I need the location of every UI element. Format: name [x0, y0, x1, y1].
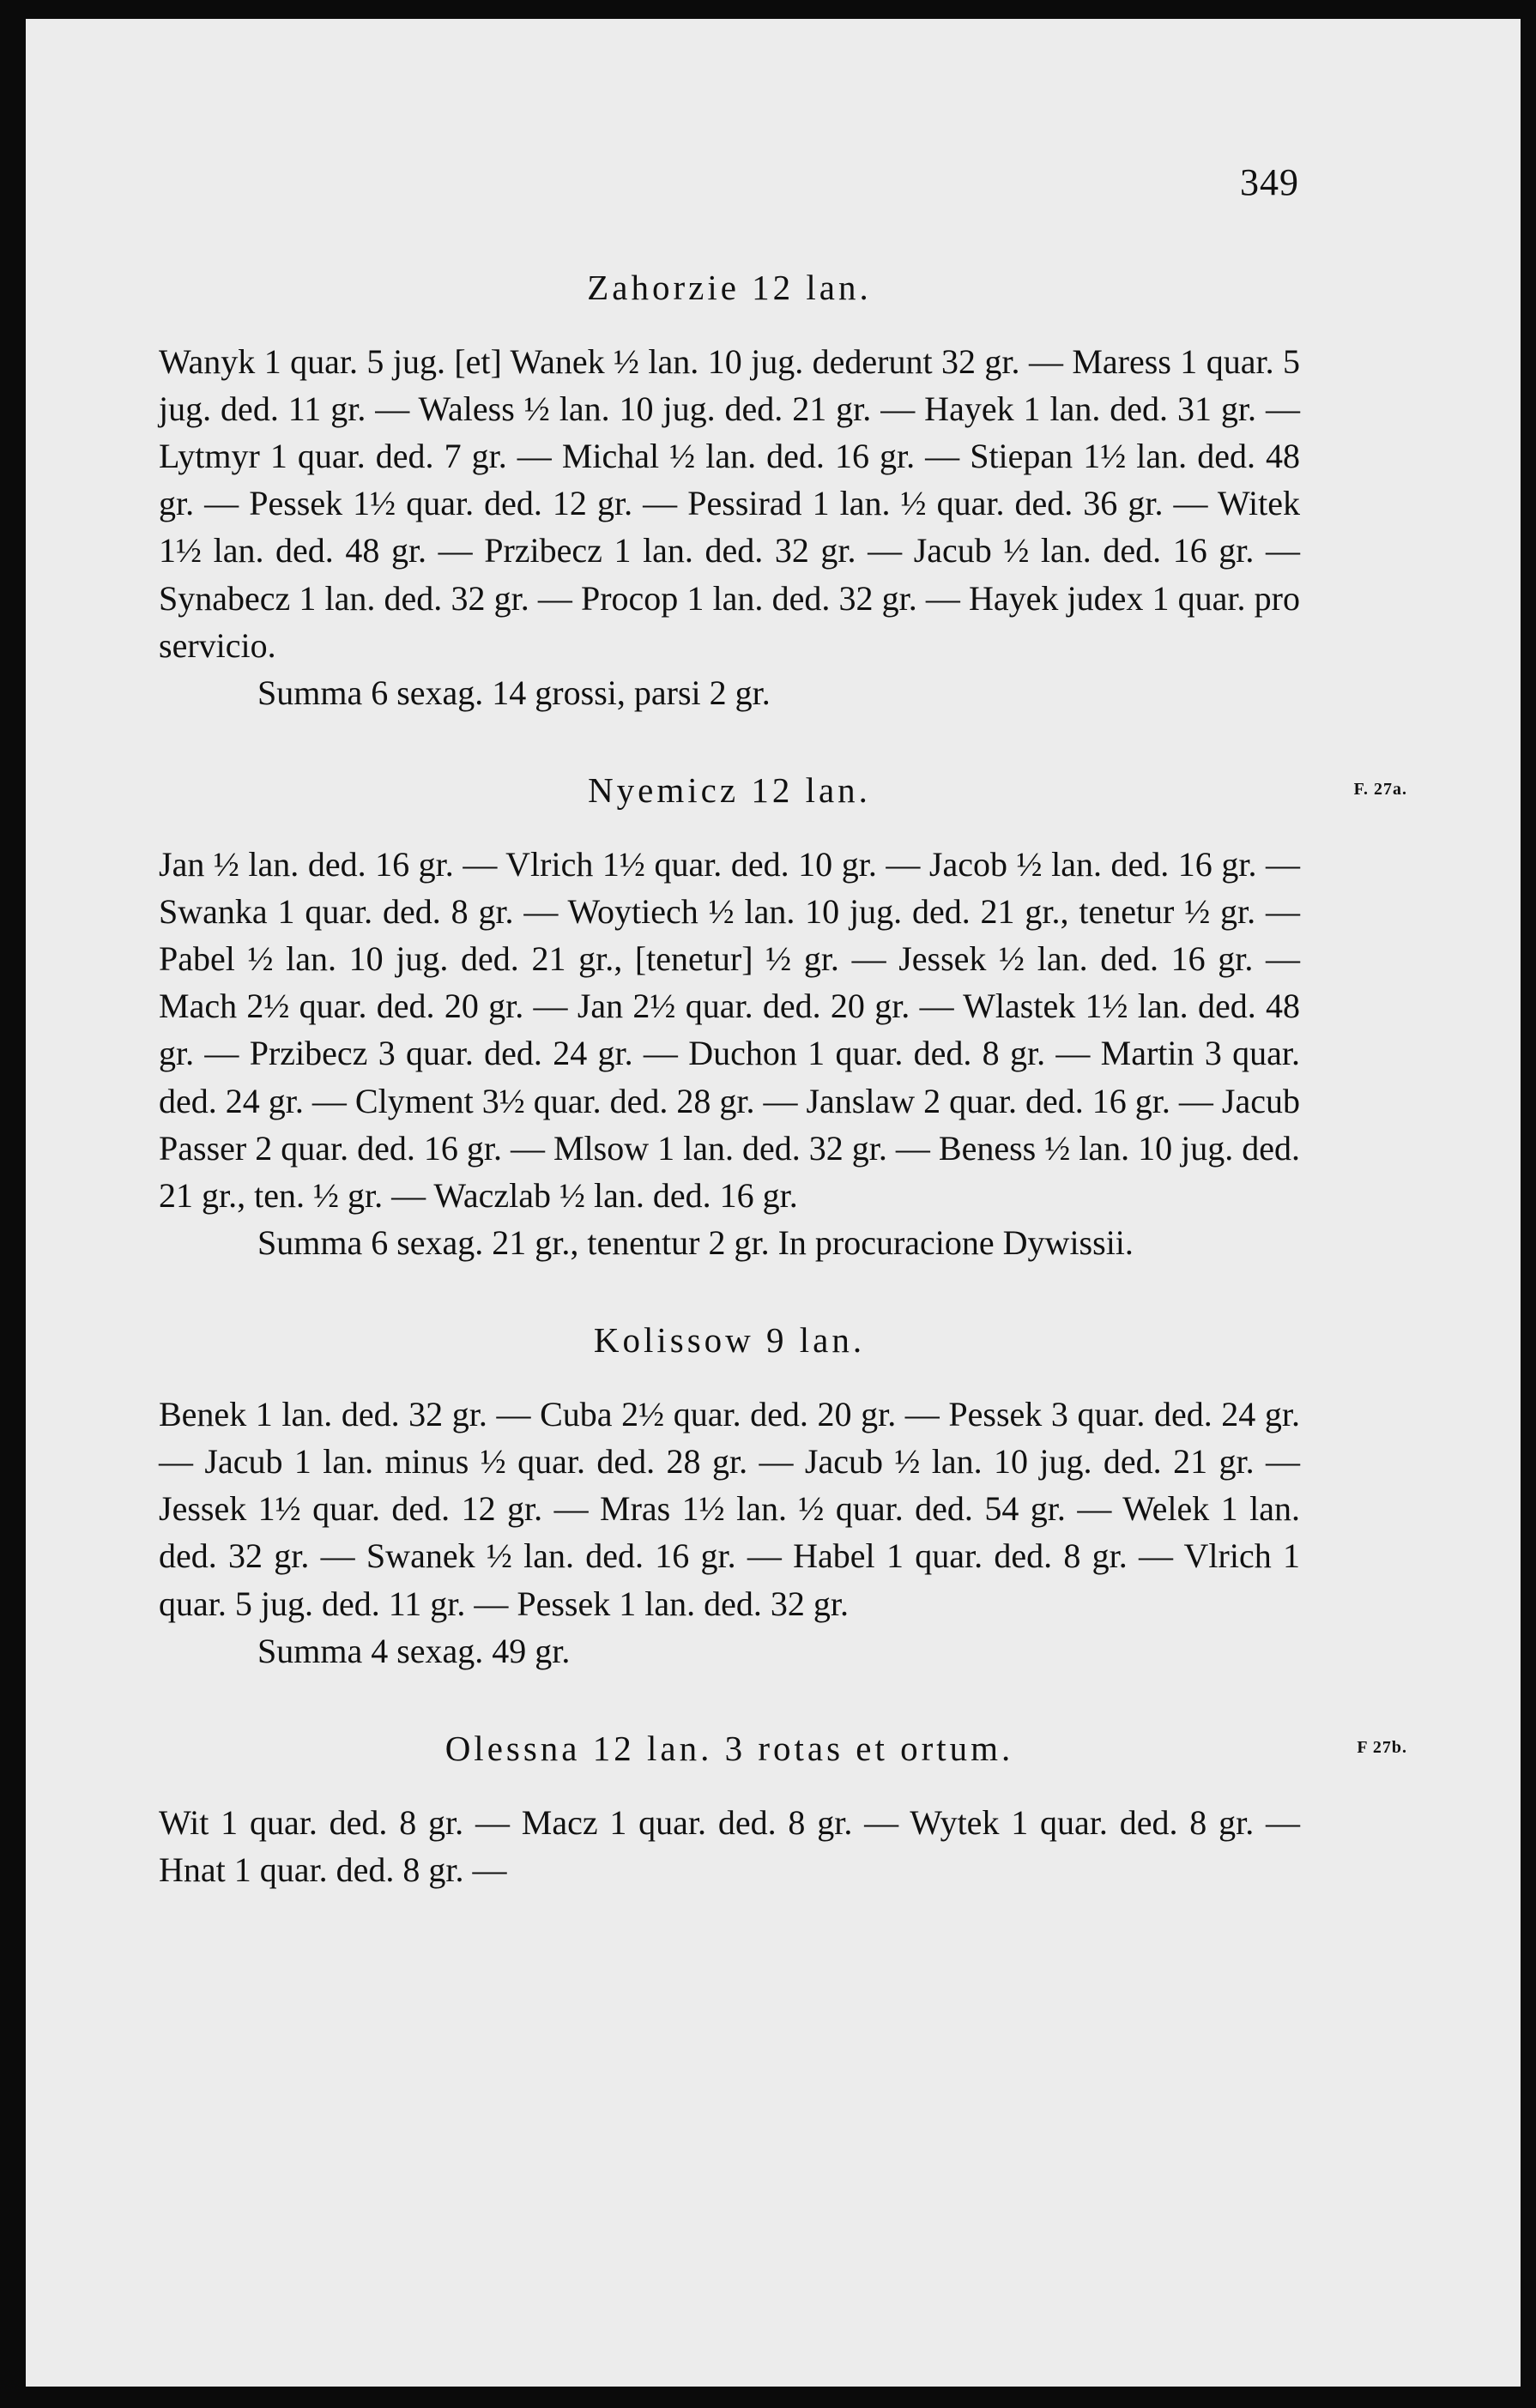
section-body: Benek 1 lan. ded. 32 gr. — Cuba 2½ quar. ded. 20 gr. — Pessek 3 quar. ded. 24 gr. — Jacub 1 lan. minus ½ quar. ded. 28 gr. — Jacub ½ lan. 10 jug. ded. 21 gr. — Jessek 1½ quar. ded. 12 gr. — Mras 1½ lan. ½ quar. ded. 54 gr. — Welek 1 lan. ded. 32 gr. — Swanek ½ lan. ded. 16 gr. — Habel 1 quar. ded. 8 gr. — Vlrich 1 quar. 5 jug. ded. 11 gr. — Pessek 1 lan. ded. 32 gr. [159, 1394, 1300, 1623]
page-number: 349 [1240, 161, 1299, 203]
section-summa: Summa 6 sexag. 14 grossi, parsi 2 gr. [257, 673, 771, 712]
book-page [26, 19, 1521, 2387]
section-heading: Nyemicz 12 lan. [588, 770, 871, 811]
section-kolissow [159, 1316, 1300, 1675]
folio-marker: F 27b. [1357, 1738, 1407, 1758]
section-body: Wanyk 1 quar. 5 jug. [et] Wanek ½ lan. 10 jug. dederunt 32 gr. — Maress 1 quar. 5 jug. ded. 11 gr. — Waless ½ lan. 10 jug. ded. 21 gr. — Hayek 1 lan. ded. 31 gr. — Lytmyr 1 quar. ded. 7 gr. — Michal ½ lan. ded. 16 gr. — Stiepan 1½ lan. ded. 48 gr. — Pessek 1½ quar. ded. 12 gr. — Pessirad 1 lan. ½ quar. ded. 36 gr. — Witek 1½ lan. ded. 48 gr. — Przibecz 1 lan. ded. 32 gr. — Jacub ½ lan. ded. 16 gr. — Synabecz 1 lan. ded. 32 gr. — Procop 1 lan. ded. 32 gr. — Hayek judex 1 quar. pro servicio. [159, 341, 1300, 665]
section-heading: Olessna 12 lan. 3 rotas et ortum. [444, 1729, 1014, 1769]
section-body: Jan ½ lan. ded. 16 gr. — Vlrich 1½ quar. ded. 10 gr. — Jacob ½ lan. ded. 16 gr. — Swanka 1 quar. ded. 8 gr. — Woytiech ½ lan. 10 jug. ded. 21 gr., tenetur ½ gr. — Pabel ½ lan. 10 jug. ded. 21 gr., [tenetur] ½ gr. — Jessek ½ lan. ded. 16 gr. — Mach 2½ quar. ded. 20 gr. — Jan 2½ quar. ded. 20 gr. — Wlastek 1½ lan. ded. 48 gr. — Przibecz 3 quar. ded. 24 gr. — Duchon 1 quar. ded. 8 gr. — Martin 3 quar. ded. 24 gr. — Clyment 3½ quar. ded. 28 gr. — Janslaw 2 quar. ded. 16 gr. — Jacub Passer 2 quar. ded. 16 gr. — Mlsow 1 lan. ded. 32 gr. — Beness ½ lan. 10 jug. ded. 21 gr., ten. ½ gr. — Waczlab ½ lan. ded. 16 gr. [159, 844, 1300, 1215]
section-nyemicz [159, 766, 1407, 1266]
section-summa: Summa 6 sexag. 21 gr., tenentur 2 gr. In procuracione Dywissii. [257, 1223, 1134, 1263]
page-text [159, 263, 1407, 1893]
section-body: Wit 1 quar. ded. 8 gr. — Macz 1 quar. ded. 8 gr. — Wytek 1 quar. ded. 8 gr. — Hnat 1 quar. ded. 8 gr. — [159, 1802, 1300, 1889]
section-zahorzie [159, 263, 1300, 716]
section-summa: Summa 4 sexag. 49 gr. [257, 1631, 571, 1670]
section-heading: Kolissow 9 lan. [593, 1320, 866, 1361]
folio-marker: F. 27a. [1353, 780, 1407, 800]
section-heading: Zahorzie 12 lan. [587, 268, 872, 307]
section-olessna [159, 1724, 1407, 1893]
